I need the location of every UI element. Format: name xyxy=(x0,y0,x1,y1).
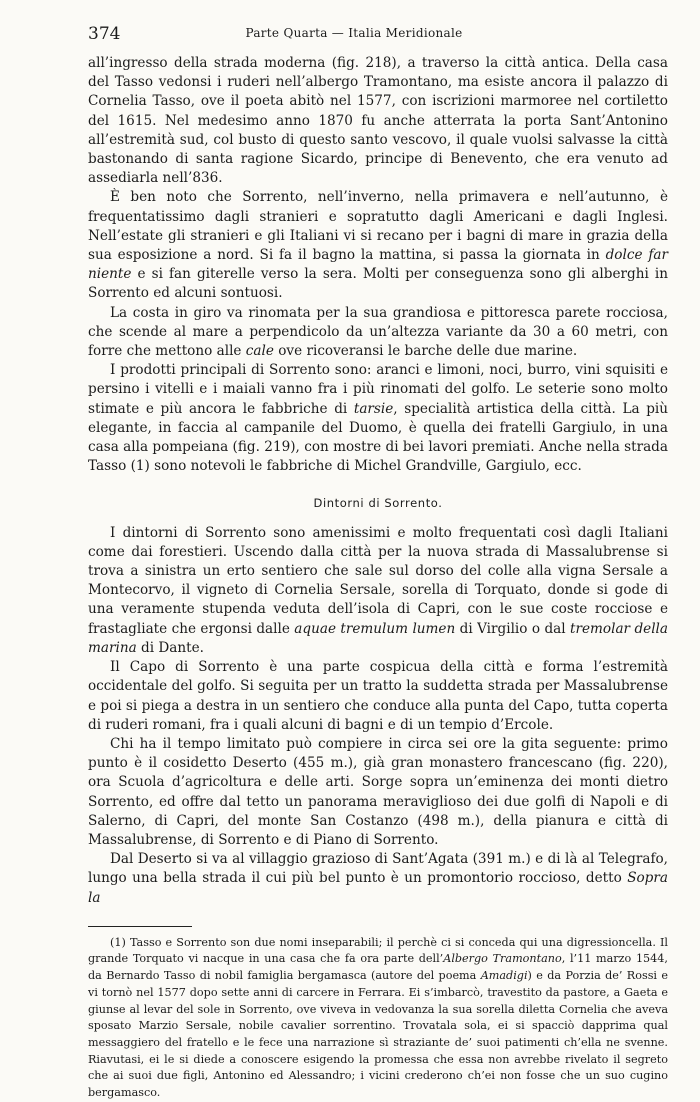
running-title: Parte Quarta — Italia Meridionale xyxy=(245,26,463,40)
paragraph-7: Chi ha il tempo limitato può compiere in circa sei ore la gita seguente: primo punto è il cosidetto Deserto (455 m.), già gran monastero francescano (fig. 220), ora Scuola d’agricoltura e delle arti. Sorge sopra un’eminenza dei monti dietro Sorrento, ed offre dal tetto un panorama meraviglioso dei due golfi di Napoli e di Salerno, di Capri, del monte San Costanzo (498 m.), della pianura e città di Massalubrense, di Sorrento e di Piano di Sorrento. xyxy=(88,735,668,848)
footnote: (1) Tasso e Sorrento son due nomi inseparabili; il perchè ci si conceda qui una digressioncella. Il grande Torquato vi nacque in una casa che fa ora parte dell’Albergo Tramontano, l’11 marzo 1544, da Bernardo Tasso di nobil famiglia bergamasca (autore del poema Amadigi) e da Porzia de’ Rossi e vi tornò nel 1577 dopo sette anni di carcere in Ferrara. Ei s’imbarcò, travestito da pastore, a Gaeta e giunse al levar del sole in Sorrento, ove viveva in vedovanza la sua sorella diletta Cornelia che aveva sposato Marzio Sersale, nobile cavalier sorrentino. Trovatala sola, ei si spacciò dapprima qual messaggiero del fratello e le fece una narrazione sì straziante de’ suoi patimenti ch’ella ne svenne. Riavutasi, ei le si diede a conoscere esigendo la promessa che essa non avrebbe rivelato il segreto che ai suoi due figli, Antonino ed Alessandro; i vicini crederono ch’ei non fosse che un suo cugino bergamasco. xyxy=(88,935,668,1100)
paragraph-1: all’ingresso della strada moderna (fig. 218), a traverso la città antica. Della casa del Tasso vedonsi i ruderi nell’albergo Tramontano, ma esiste ancora il palazzo di Cornelia Tasso, ove il poeta abitò nel 1577, con iscrizioni marmoree nel cortiletto del 1615. Nel medesimo anno 1870 fu anche atterrata la porta Sant’Antonino all’estremità sud, col busto di questo santo vescovo, il quale vuolsi salvasse la città bastonando di santa ragione Sicardo, principe di Benevento, che era venuto ad assediarla nell’836. xyxy=(88,55,668,187)
main-text xyxy=(88,54,668,1102)
paragraph-2: È ben noto che Sorrento, nell’inverno, nella primavera e nell’autunno, è frequentatissimo dagli stranieri e sopratutto dagli Americani e dagli Inglesi. Nell’estate gli stranieri e gli Italiani vi si recano per i bagni di mare in grazia della sua esposizione a nord. Si fa il bagno la mattina, si passa la giornata in dolce far niente e si fan giterelle verso la sera. Molti per conseguenza sono gli alberghi in Sorrento ed alcuni sontuosi. xyxy=(88,189,668,302)
section-heading: Dintorni di Sorrento. xyxy=(313,496,443,511)
paragraph-3: La costa in giro va rinomata per la sua grandiosa e pittoresca parete rocciosa, che scende al mare a perpendicolo da un’altezza variante da 30 a 60 metri, con forre che mettono alle cale ove ricoveransi le barche delle due marine. xyxy=(88,304,668,360)
footnote-rule xyxy=(88,926,192,927)
paragraph-6: Il Capo di Sorrento è una parte cospicua della città e forma l’estremità occidentale del golfo. Si seguita per un tratto la suddetta strada per Massalubrense e poi si piega a destra in un sentiero che conduce alla punta del Capo, tutta coperta di ruderi romani, fra i quali alcuni di bagni e di un tempio d’Ercole. xyxy=(88,659,668,733)
paragraph-4: I prodotti principali di Sorrento sono: aranci e limoni, noci, burro, vini squisiti e persino i vitelli e i maiali vanno fra i più rinomati del golfo. Le seterie sono molto stimate e più ancora le fabbriche di tarsie, specialità artistica della città. La più elegante, in faccia al campanile del Duomo, è quella dei fratelli Gargiulo, in una casa alla pompeiana (fig. 219), con mostre di bei lavori premiati. Anche nella strada Tasso (1) sono notevoli le fabbriche di Michel Grandville, Gargiulo, ecc. xyxy=(88,362,668,475)
page-number: 374 xyxy=(88,24,121,44)
paragraph-8: Dal Deserto si va al villaggio grazioso di Sant’Agata (391 m.) e di là al Telegrafo, lungo una bella strada il cui più bel punto è un promontorio roccioso, detto Sopra la xyxy=(88,851,668,906)
page-header xyxy=(88,24,620,46)
paragraph-5: I dintorni di Sorrento sono amenissimi e molto frequentati così dagli Italiani come dai forestieri. Uscendo dalla città per la nuova strada di Massalubrense si trova a sinistra un erto sentiero che sale sul dorso del colle alla vigna Sersale a Montecorvo, il vigneto di Cornelia Sersale, sorella di Torquato, donde si gode di una veramente stupenda veduta dell’isola di Capri, con le sue coste rocciose e frastagliate che ergonsi dalle aquae tremulum lumen di Virgilio o dal tremolar della marina di Dante. xyxy=(88,524,668,656)
